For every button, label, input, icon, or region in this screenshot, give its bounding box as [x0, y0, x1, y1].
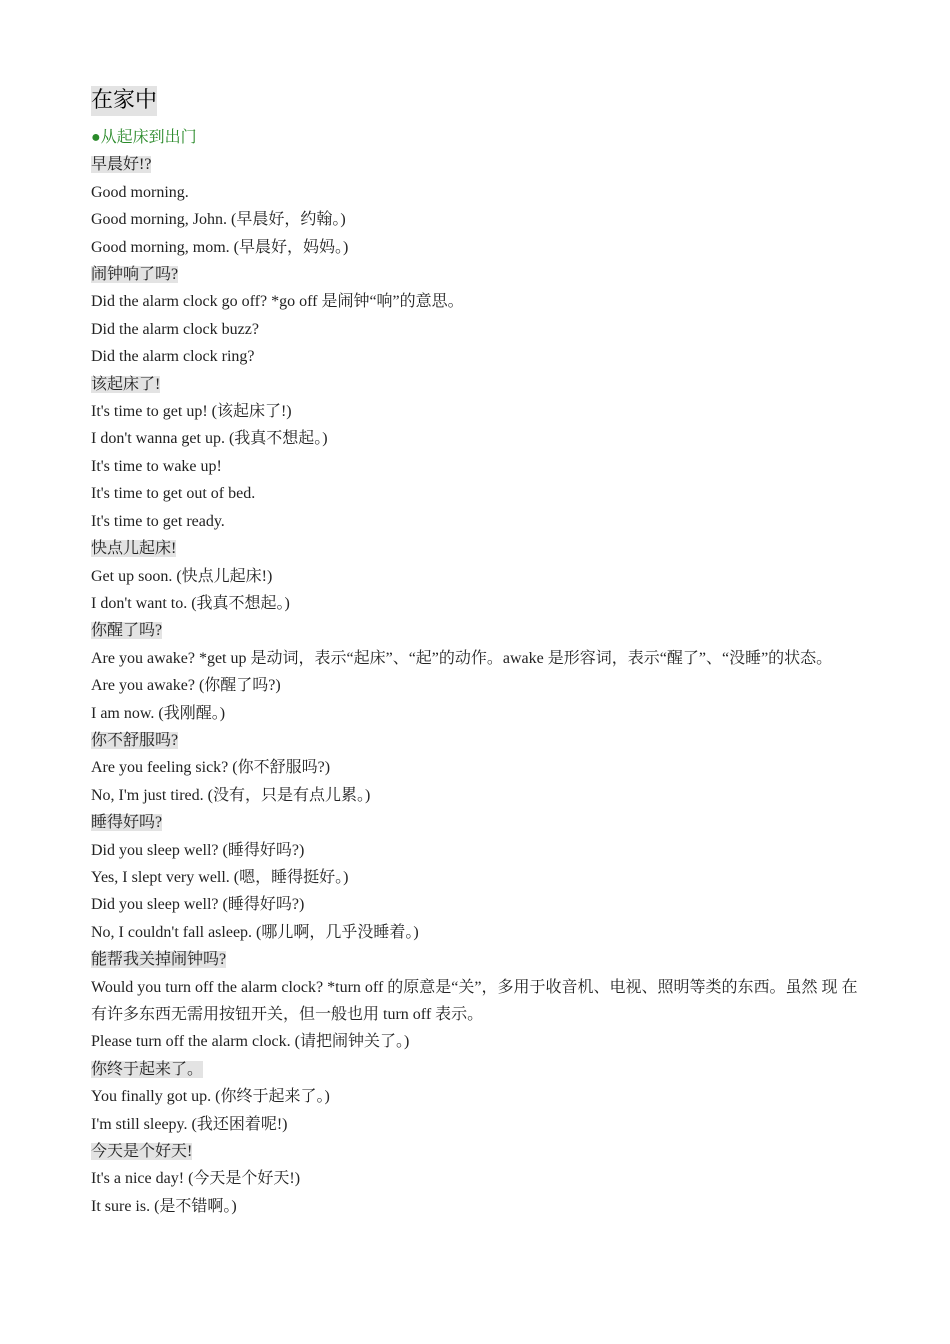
phrase-line	[91, 480, 861, 507]
phrase-heading	[91, 617, 861, 644]
phrase-line-text: Did you sleep well? (睡得好吗?)	[91, 896, 305, 914]
phrase-line-text: It sure is. (是不错啊。)	[91, 1197, 237, 1215]
phrase-line	[91, 919, 861, 946]
phrase-line-text: It's a nice day! (今天是个好天!)	[91, 1170, 301, 1188]
phrase-line	[91, 672, 861, 699]
phrase-line	[91, 864, 861, 891]
phrase-line-text: Good morning.	[91, 183, 189, 201]
phrase-line-text: Good morning, mom. (早晨好，妈妈。)	[91, 238, 349, 256]
phrase-heading-text: 早晨好!?	[91, 156, 152, 174]
phrase-line-text: It's time to get ready.	[91, 512, 225, 530]
phrase-line-text: Yes, I slept very well. (嗯，睡得挺好。)	[91, 868, 349, 886]
phrase-line-text: No, I couldn't fall asleep. (哪儿啊，几乎没睡着。)	[91, 923, 419, 941]
phrase-heading	[91, 946, 861, 973]
phrase-line	[91, 343, 861, 370]
phrase-line	[91, 700, 861, 727]
phrase-heading	[91, 261, 861, 288]
phrase-line-text: Did the alarm clock buzz?	[91, 320, 259, 338]
phrase-line-text: You finally got up. (你终于起来了。)	[91, 1088, 330, 1106]
phrase-line-text: It's time to get up! (该起床了!)	[91, 403, 292, 421]
phrase-line	[91, 1193, 861, 1220]
phrase-line-text: Good morning, John. (早晨好，约翰。)	[91, 211, 346, 229]
phrase-line	[91, 837, 861, 864]
phrase-line	[91, 563, 861, 590]
phrase-line-text: It's time to get out of bed.	[91, 485, 256, 503]
phrase-line	[91, 508, 861, 535]
document-page	[91, 86, 861, 1220]
phrase-line	[91, 425, 861, 452]
phrase-line	[91, 234, 861, 261]
phrase-heading-text: 睡得好吗?	[91, 814, 163, 832]
phrase-heading	[91, 535, 861, 562]
phrase-heading-text: 快点儿起床!	[91, 540, 177, 558]
phrase-line-text: I'm still sleepy. (我还困着呢!)	[91, 1115, 288, 1133]
subsection-heading: ●从起床到出门	[91, 129, 197, 146]
phrase-line-text: Did you sleep well? (睡得好吗?)	[91, 841, 305, 859]
phrase-line	[91, 1111, 861, 1138]
phrase-line	[91, 316, 861, 343]
phrase-line	[91, 590, 861, 617]
phrase-heading-text: 该起床了!	[91, 375, 161, 393]
phrase-line	[91, 891, 861, 918]
phrase-line-text: I don't want to. (我真不想起。)	[91, 594, 290, 612]
phrase-heading	[91, 809, 861, 836]
phrase-line-text: Are you awake? *get up 是动词，表示“起床”、“起”的动作。awake 是形容词，表示“醒了”、“没睡”的状态。	[91, 649, 833, 667]
phrase-heading-text: 你终于起来了。	[91, 1060, 204, 1078]
phrase-line	[91, 1083, 861, 1110]
phrase-line	[91, 398, 861, 425]
phrase-line-text: Please turn off the alarm clock. (请把闹钟关了。)	[91, 1033, 410, 1051]
phrase-line	[91, 974, 861, 1029]
phrase-line-text: Are you awake? (你醒了吗?)	[91, 677, 281, 695]
phrase-line-text: Are you feeling sick? (你不舒服吗?)	[91, 759, 331, 777]
phrase-heading-text: 闹钟响了吗?	[91, 266, 179, 284]
phrase-line-text: I am now. (我刚醒。)	[91, 704, 226, 722]
phrase-heading-text: 你醒了吗?	[91, 622, 163, 640]
phrase-list	[91, 151, 861, 1220]
phrase-heading	[91, 727, 861, 754]
phrase-line-text: It's time to wake up!	[91, 457, 222, 475]
phrase-heading	[91, 151, 861, 178]
phrase-line	[91, 206, 861, 233]
phrase-line-text: Get up soon. (快点儿起床!)	[91, 567, 273, 585]
page-title: 在家中	[91, 86, 157, 116]
phrase-line	[91, 782, 861, 809]
phrase-line	[91, 453, 861, 480]
phrase-line-text: No, I'm just tired. (没有，只是有点儿累。)	[91, 786, 371, 804]
phrase-heading	[91, 371, 861, 398]
phrase-line	[91, 1165, 861, 1192]
phrase-line	[91, 288, 861, 315]
phrase-line-text: Would you turn off the alarm clock? *turn off 的原意是“关”，多用于收音机、电视、照明等类的东西。虽然 现 在有许多东西无需用按钮开关，但一般也用 turn off 表示。	[91, 978, 858, 1023]
phrase-line	[91, 179, 861, 206]
phrase-line-text: Did the alarm clock ring?	[91, 348, 255, 366]
phrase-heading	[91, 1056, 861, 1083]
phrase-heading-text: 今天是个好天!	[91, 1143, 193, 1161]
phrase-line-text: I don't wanna get up. (我真不想起。)	[91, 430, 328, 448]
phrase-line	[91, 645, 861, 672]
phrase-heading-text: 你不舒服吗?	[91, 731, 179, 749]
phrase-line	[91, 1028, 861, 1055]
phrase-heading-text: 能帮我关掉闹钟吗?	[91, 951, 227, 969]
phrase-line	[91, 754, 861, 781]
phrase-heading	[91, 1138, 861, 1165]
phrase-line-text: Did the alarm clock go off? *go off 是闹钟“响”的意思。	[91, 293, 464, 311]
